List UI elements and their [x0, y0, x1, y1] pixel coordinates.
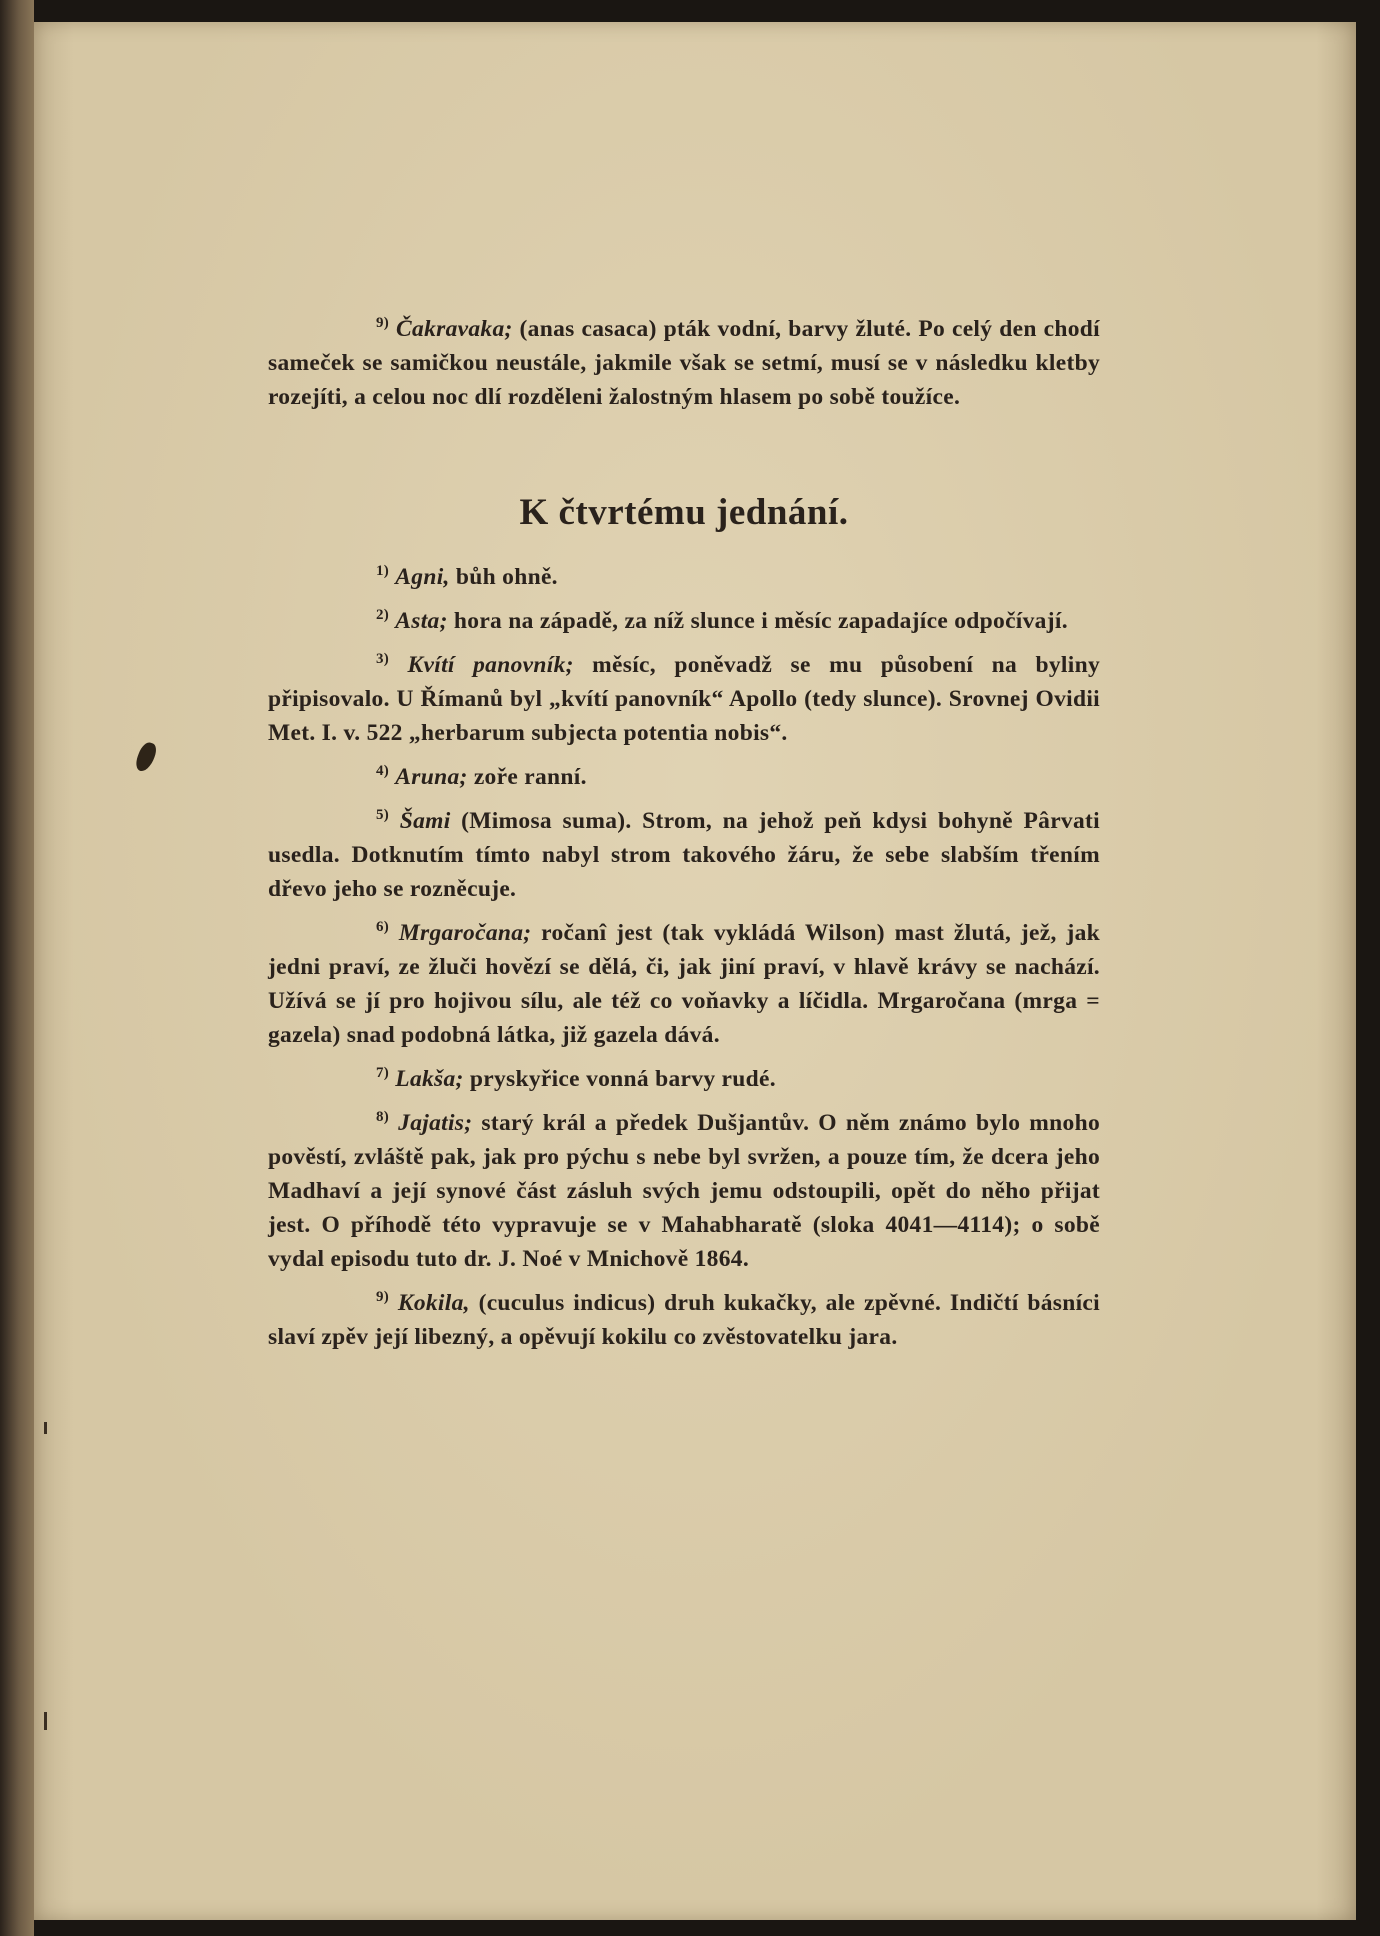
footnote-7 — [268, 1062, 1100, 1096]
footnote-text: starý král a předek Dušjantův. O něm známo bylo mnoho pověstí, zvláště pak, jak pro pýchu s nebe byl svržen, a pouze tím, že dcera jeho Madhaví a její synové část zásluh svých jemu odstoupili, opět do něho přijat jest. O příhodě této vypravuje se v Mahabharatě (sloka 4041—4114); o sobě vydal episodu tuto dr. J. Noé v Mnichově 1864. — [268, 1110, 1100, 1272]
footnote-term: Mrgaročana; — [398, 920, 532, 946]
footnote-text: hora na západě, za níž slunce i měsíc zapadajíce odpočívají. — [447, 608, 1068, 634]
footnote-9 — [268, 1286, 1100, 1354]
margin-mark — [44, 1712, 47, 1730]
footnote-4 — [268, 760, 1100, 794]
footnote-term: Kokila, — [397, 1290, 470, 1316]
margin-mark — [44, 1422, 47, 1434]
footnote-text: měsíc, poněvadž se mu působení na byliny připisovalo. U Římanů byl „kvítí panovník“ Apollo (tedy slunce). Srovnej Ovidii Met. I. v. 522 „herbarum subjecta potentia nobis“. — [268, 652, 1100, 746]
footnote-term: Šami — [399, 808, 451, 834]
footnote-term: Jajatis; — [398, 1110, 473, 1136]
footnote-number: 1) — [376, 563, 390, 580]
footnote-text: (Mimosa suma). Strom, na jehož peň kdysi bohyně Pârvati usedla. Dotknutím tímto nabyl strom takového žáru, že sebe slabším třením dřevo jeho se rozněcuje. — [268, 808, 1100, 902]
footnote-text: pryskyřice vonná barvy rudé. — [463, 1066, 776, 1092]
footnote-2 — [268, 604, 1100, 638]
section-heading: K čtvrtému jednání. — [519, 492, 849, 533]
book-binding-edge — [0, 0, 34, 1936]
footnote-text: (anas casaca) pták vodní, barvy žluté. Po celý den chodí sameček se samičkou neustále, jakmile však se setmí, musí se v následku kletby rozejíti, a celou noc dlí rozděleni žalostným hlasem po sobě toužíce. — [268, 316, 1100, 410]
footnote-text: (cuculus indicus) druh kukačky, ale zpěvné. Indičtí básníci slaví zpěv její libezný, a opěvují kokilu co zvěstovatelku jara. — [268, 1290, 1100, 1350]
footnote-number: 9) — [376, 1289, 390, 1306]
page-content — [268, 312, 1100, 1364]
footnote-term: Lakša; — [395, 1066, 464, 1092]
footnote-term: Agni, — [395, 564, 450, 590]
footnote-term: Asta; — [395, 608, 448, 634]
footnote-5 — [268, 804, 1100, 906]
footnote-text: ročanî jest (tak vykládá Wilson) mast žlutá, jež, jak jedni praví, ze žluči hovězí se dělá, či, jak jiní praví, v hlavě krávy se nachází. Užívá se jí pro hojivou sílu, ale též co voňavky a líčidla. Mrgaročana (mrga = gazela) snad podobná látka, již gazela dává. — [268, 920, 1100, 1048]
footnote-3 — [268, 648, 1100, 750]
footnote-text: bůh ohně. — [449, 564, 558, 590]
footnote-term: Aruna; — [395, 764, 468, 790]
footnote-number: 7) — [376, 1065, 390, 1082]
footnote-number: 8) — [376, 1109, 390, 1126]
footnote-9-previous — [268, 312, 1100, 414]
footnote-number: 5) — [376, 807, 390, 824]
footnote-number: 6) — [376, 919, 390, 936]
footnote-term: Čakravaka; — [396, 316, 513, 342]
footnote-1 — [268, 560, 1100, 594]
footnote-8 — [268, 1106, 1100, 1276]
footnote-term: Kvítí panovník; — [407, 652, 574, 678]
ink-blot — [133, 740, 158, 774]
footnote-number: 3) — [376, 651, 390, 668]
footnote-number: 2) — [376, 607, 390, 624]
footnote-6 — [268, 916, 1100, 1052]
footnote-number: 4) — [376, 763, 390, 780]
footnote-number: 9) — [376, 315, 390, 332]
footnote-text: zoře ranní. — [467, 764, 587, 790]
